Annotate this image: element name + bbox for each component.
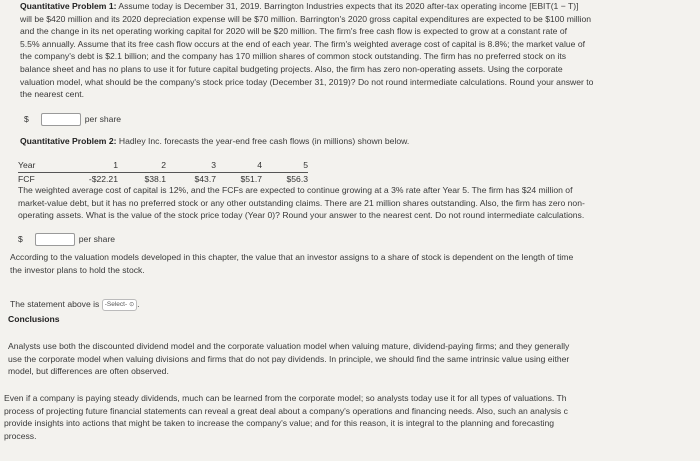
fcf-value-cell: $56.3 (286, 173, 308, 184)
fcf-year-cell: 5 (262, 159, 308, 172)
fcf-year-label: Year (18, 159, 74, 172)
statement-line-0: According to the valuation models developed in this chapter, the value that an investor assigns to a share of stock is dependent on the length of time (10, 252, 574, 262)
problem2-line-2: operating assets. What is the value of the stock price today (Year 0)? Round your answer to the nearest cent. Do not round intermediate calculations. (18, 210, 585, 221)
problem2-answer-input[interactable] (35, 233, 75, 246)
problem1-line-5: balance sheet and has no plans to use it for future capital budgeting projects. Also, the firm has zero non-operating assets. Using the corporate (20, 63, 563, 74)
fcf-value-cell: -$22.21 (88, 173, 118, 184)
fcf-year-cell: 1 (74, 159, 118, 172)
fcf-year-cell: 3 (166, 159, 216, 172)
conclusions-para2 (4, 392, 700, 442)
problem1-currency: $ (24, 114, 29, 125)
problem2-line-0: The weighted average cost of capital is 12%, and the FCFs are expected to continue growing at a 3% rate after Year 5. The firm has $24 million of (18, 185, 573, 195)
problem2-line-1: market-value debt, but it has no preferred stock or any other outstanding claims. There are 21 million shares outstanding. Also, the firm has zero non- (18, 197, 585, 208)
statement-select-value: -Select- (104, 300, 128, 308)
conclusions-para2-line-2: provide insights into actions that might be taken to increase the company's value; and for this reason, it is integral to the planning and forecasting (4, 418, 555, 429)
problem1-line-0: Quantitative Problem 1: Assume today is December 31, 2019. Barrington Industries expects that its 2020 after-tax operating income [EBIT(1 − T)] (20, 1, 579, 11)
fcf-table (18, 159, 308, 185)
problem1-title: Quantitative Problem 1: (20, 1, 117, 11)
fcf-value-cell: $43.7 (194, 173, 216, 184)
problem1-line-4: the company's debt is $2.1 billion; and the company has 170 million shares of common stock outstanding. The firm has no preferred stock on its (20, 51, 567, 62)
statement-select[interactable] (102, 299, 137, 311)
conclusions-para1-line-2: model, but differences are often observed. (8, 366, 169, 377)
conclusions-para2-line-1: process of projecting future financial statements can reveal a great deal about a company's operations and financing needs. Also, such an analysis c (4, 405, 568, 416)
conclusions-heading: Conclusions (8, 314, 60, 324)
problem1-unit: per share (84, 114, 122, 125)
problem1-line-7: the nearest cent. (20, 89, 85, 100)
statement-line-1: the investor plans to hold the stock. (10, 264, 145, 275)
statement-prompt: The statement above is (10, 299, 100, 309)
problem1-text (20, 0, 700, 101)
problem2-intro: Hadley Inc. forecasts the year-end free cash flows (in millions) shown below. (118, 136, 410, 146)
problem2-text (18, 184, 700, 222)
problem2-title: Quantitative Problem 2: (20, 136, 117, 146)
statement-text (10, 251, 700, 276)
fcf-value-cell: $51.7 (240, 173, 262, 184)
fcf-year-cell: 2 (118, 159, 166, 172)
problem1-answer-input[interactable] (41, 113, 81, 126)
conclusions-para2-line-0: Even if a company is paying steady dividends, much can be learned from the corporate model; so analysts today use it for all types of valuations. Th (4, 393, 567, 403)
statement-select-row: The statement above is -Select- ⊙ . (10, 299, 140, 309)
problem2-header (20, 135, 409, 148)
problem1-answer-row (24, 113, 121, 126)
chevron-down-icon: ⊙ (129, 301, 135, 308)
problem2-currency: $ (18, 234, 23, 245)
fcf-value-cell: $38.1 (144, 173, 166, 184)
fcf-year-row (18, 159, 308, 172)
fcf-year-cell: 4 (216, 159, 262, 172)
conclusions-para1-line-0: Analysts use both the discounted dividend model and the corporate valuation model when valuing mature, dividend-paying firms; and they generally (8, 341, 570, 351)
conclusions-para1-line-1: use the corporate model when valuing divisions and firms that do not pay dividends. In principle, we should find the same intrinsic value using either (8, 353, 570, 364)
fcf-table-wrap (18, 159, 308, 185)
fcf-value-label: FCF (18, 173, 35, 184)
problem2-unit: per share (78, 234, 116, 245)
conclusions-para1 (8, 340, 700, 378)
problem1-line-3: 5.5% annually. Assume that its free cash flow occurs at the end of each year. The firm's weighted average cost of capital is 8.8%; the market value of (20, 38, 585, 49)
problem1-line-1: will be $420 million and its 2020 depreciation expense will be $70 million. Barrington's 2020 gross capital expenditures are expected to be $100 million (20, 13, 592, 24)
problem2-answer-row (18, 233, 115, 246)
problem1-line-2: and the change in its net operating working capital for 2020 will be $20 million. The firm's free cash flow is expected to grow at a constant rate of (20, 26, 568, 37)
problem1-line-6: valuation model, what should be the company's stock price today (December 31, 2019)? Do not round intermediate calculations. Round your answer to (20, 76, 594, 87)
conclusions-para2-line-3: process. (4, 430, 37, 441)
